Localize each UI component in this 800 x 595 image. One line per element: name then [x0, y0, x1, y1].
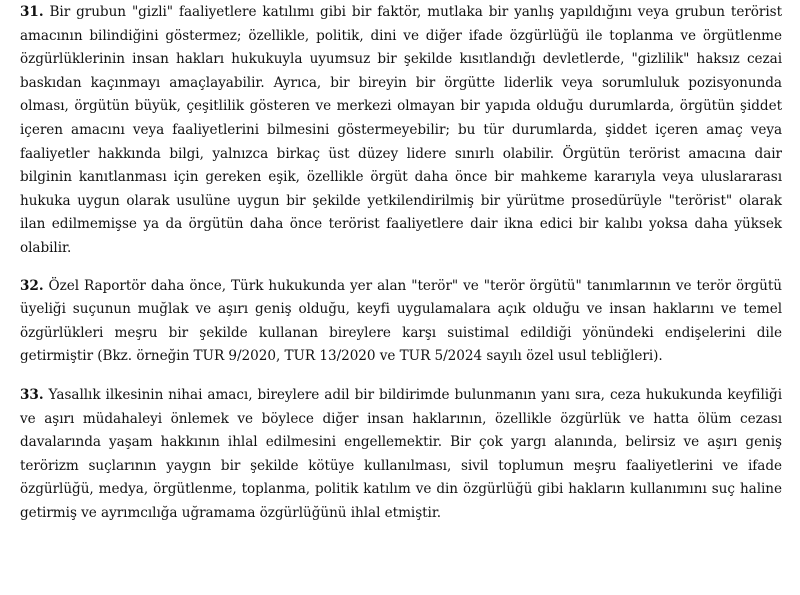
- paragraph-32: [20, 275, 782, 369]
- paragraph-33: [20, 384, 782, 526]
- paragraph-text: Özel Raportör daha önce, Türk hukukunda yer alan "terör" ve "terör örgütü" tanımlarının ve terör örgütü üyeliği suçunun muğlak ve aşırı geniş olduğu, keyfi uygulamalara açık olduğu ve insan haklarını ve temel özgürlükleri meşru bir şekilde kullanan bireylere karşı suistimal edildiği yönündeki endişelerini dile getirmiştir (Bkz. örneğin TUR 9/2020, TUR 13/2020 ve TUR 5/2024 sayılı özel usul tebliğleri).: [20, 277, 782, 365]
- paragraph-number: 31.: [20, 4, 44, 20]
- document-page: [20, 0, 782, 525]
- paragraph-31: [20, 1, 782, 261]
- paragraph-number: 32.: [20, 277, 44, 294]
- paragraph-number: 33.: [20, 386, 44, 403]
- paragraph-text: Bir grubun "gizli" faaliyetlere katılımı gibi bir faktör, mutlaka bir yanlış yapıldığını veya grubun terörist amacının bilindiğini göstermez; özellikle, politik, dini ve diğer ifade özgürlüğü ile toplanma ve örgütlenme özgürlüklerinin insan hakları hukukuyla uyumsuz bir şekilde kısıtlandığı devletlerde, "gizlilik" haksız cezai baskıdan kaçınmayı amaçlayabilir. Ayrıca, bir bireyin bir örgütte liderlik veya sorumluluk pozisyonunda olması, örgütün büyük, çeşitlilik gösteren ve merkezi olmayan bir yapıda olduğu durumlarda, örgütün şiddet içeren amacını veya faaliyetlerini bilmesini göstermeyebilir; bu tür durumlarda, şiddet içeren amaç veya faaliyetler hakkında bilgi, yalnızca birkaç üst düzey lidere sınırlı olabilir. Örgütün terörist amacına dair bilginin kanıtlanması için gereken eşik, özellikle örgüt daha önce bir mahkeme kararıyla veya uluslararası hukuka uygun olarak usulüne uygun bir şekilde yetkilendirilmiş bir yürütme prosedürüyle "terörist" olarak ilan edilmemişse ya da örgütün daha önce terörist faaliyetlere dair ikna edici bir kalıbı yoksa daha yüksek olabilir.: [20, 4, 782, 256]
- paragraph-text: Yasallık ilkesinin nihai amacı, bireylere adil bir bildirimde bulunmanın yanı sıra, ceza hukukunda keyfiliği ve aşırı müdahaleyi önlemek ve böylece diğer insan haklarının, özellikle özgürlük ve hatta ölüm cezası davalarında yaşam hakkının ihlal edilmesini engellemektir. Bir çok yargı alanında, belirsiz ve aşırı geniş terörizm suçlarının yaygın bir şekilde kötüye kullanılması, sivil toplumun meşru faaliyetlerini ve ifade özgürlüğü, medya, örgütlenme, toplanma, politik katılım ve din özgürlüğü gibi hakların kullanımını suç haline getirmiş ve ayrımcılığa uğramama özgürlüğünü ihlal etmiştir.: [20, 386, 783, 521]
